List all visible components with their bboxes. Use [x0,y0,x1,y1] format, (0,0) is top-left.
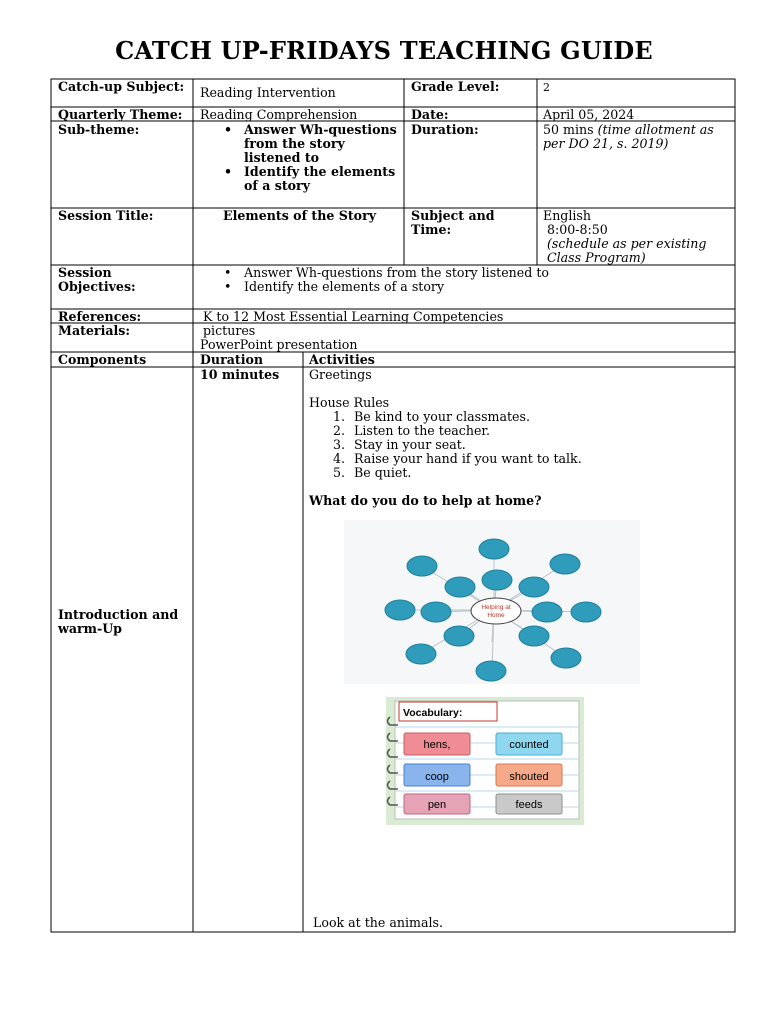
vocab-word: pen [427,799,447,811]
date-label: Date: [411,107,449,122]
house-rule: 4. Raise your hand if you want to talk. [333,451,582,466]
subject-label: Catch-up Subject: [58,79,185,94]
objectives-label: Session Objectives: [58,265,136,294]
session-title-value: Elements of the Story [223,208,377,223]
vocab-word: counted [509,739,549,751]
date-value: April 05, 2024 [543,107,635,122]
web-center-label-2: Home [487,612,505,619]
duration-note: (time allotment as per DO 21, s. 2019) [543,122,714,151]
subject-value: Reading Intervention [200,85,336,100]
vocab-word: feeds [515,799,543,811]
grade-value: 2 [543,81,550,94]
house-rules-title: House Rules [309,395,390,410]
duration-text: 50 mins [543,122,594,137]
col-activities: Activities [309,352,375,367]
objectives-list [218,266,728,294]
vocab-word: coop [425,771,449,783]
house-rule: 5. Be quiet. [333,465,412,480]
helping-at-home-web [344,520,640,684]
subtheme-list [218,123,402,193]
help-question: What do you do to help at home? [309,493,542,508]
component-intro: Introduction and warm-Up [58,607,179,636]
material-item: PowerPoint presentation [200,337,358,352]
subtheme-item: • Identify the elements of a story [218,165,402,193]
subject-time-value [543,209,733,265]
house-rule: 2. Listen to the teacher. [333,423,491,438]
duration-intro: 10 minutes [200,367,280,382]
col-duration: Duration [200,352,264,367]
vocabulary-card [386,697,584,825]
subject-time-hours: 8:00-8:50 [547,222,608,237]
grade-label: Grade Level: [411,79,500,94]
activities-content [309,368,729,508]
subtheme-label: Sub-theme: [58,122,140,137]
subject-time-subject: English [543,208,591,223]
objective-item: • Identify the elements of a story [218,280,728,294]
material-item: pictures [203,323,256,338]
vocab-word: shouted [509,771,549,783]
house-rule: 1. Be kind to your classmates. [333,409,530,424]
web-center-label-1: Helping at [481,604,511,611]
col-components: Components [58,352,147,367]
duration-label: Duration: [411,122,479,137]
references-value: K to 12 Most Essential Learning Competencies [203,309,504,324]
subject-time-label: Subject and Time: [411,208,495,237]
materials-list [200,324,357,352]
page-title: CATCH UP-FRIDAYS TEACHING GUIDE [115,36,653,65]
vocab-title: Vocabulary: [403,707,463,719]
house-rule: 3. Stay in your seat. [333,437,466,452]
subtheme-item: • Answer Wh-questions from the story listened to [218,123,402,165]
greetings: Greetings [309,367,372,382]
theme-label: Quarterly Theme: [58,107,183,122]
duration-value [543,123,733,151]
session-title-label: Session Title: [58,208,154,223]
materials-label: Materials: [58,323,131,338]
theme-value: Reading Comprehension [200,107,358,122]
vocab-word: hens, [423,739,451,751]
subject-time-note: (schedule as per existing Class Program) [547,236,707,265]
objective-item: • Answer Wh-questions from the story listened to [218,266,728,280]
house-rules-list [309,410,729,480]
references-label: References: [58,309,142,324]
look-instruction: Look at the animals. [313,915,443,930]
